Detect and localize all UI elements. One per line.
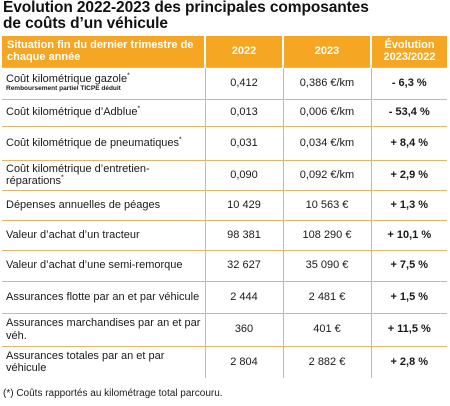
- evolution-value: + 2,9 %: [371, 160, 447, 190]
- value-2023: 2 481 €: [283, 281, 371, 313]
- value-2023: 0,386 €/km: [283, 67, 371, 99]
- row-label-cell: [2, 250, 205, 281]
- value-2022: 32 627: [205, 250, 283, 281]
- footnote-marker: *: [61, 174, 64, 182]
- value-2023: 0,006 €/km: [283, 99, 371, 126]
- value-2022: 98 381: [205, 220, 283, 250]
- row-label: Assurances totales par an et par véhicule: [6, 349, 165, 375]
- footnote-marker: *: [127, 72, 130, 80]
- row-label: Assurances flotte par an et par véhicule: [6, 290, 200, 303]
- row-label: Assurances marchandises par an et par véh.: [6, 317, 201, 342]
- value-2022: 0,090: [205, 160, 283, 190]
- evolution-value: + 11,5 %: [371, 313, 447, 346]
- table-row: [2, 126, 447, 160]
- title-line-1: Évolution 2022-2023 des principales composantes: [3, 0, 369, 16]
- row-label-cell: [2, 190, 205, 220]
- value-2022: 0,031: [205, 126, 283, 160]
- header-label: Situation fin du dernier trimestre de chaque année: [2, 36, 205, 67]
- table-row: [2, 160, 447, 190]
- evolution-value: + 2,8 %: [371, 346, 447, 378]
- evolution-value: - 6,3 %: [371, 67, 447, 99]
- value-2022: 0,013: [205, 99, 283, 126]
- row-label-cell: [2, 99, 205, 126]
- evolution-value: + 1,5 %: [371, 281, 447, 313]
- value-2022: 2 804: [205, 346, 283, 378]
- value-2022: 2 444: [205, 281, 283, 313]
- header-year-2022: 2022: [205, 36, 283, 67]
- table-row: [2, 313, 447, 346]
- header-evolution-line-2: 2023/2022: [383, 51, 436, 64]
- value-2023: 0,092 €/km: [283, 160, 371, 190]
- footnote: (*) Coûts rapportés au kilométrage total parcouru.: [3, 388, 223, 399]
- row-label-cell: [2, 160, 205, 190]
- row-label: Coût kilométrique de pneumatiques: [6, 136, 180, 149]
- value-2022: 10 429: [205, 190, 283, 220]
- row-subnote: Remboursement partiel TICPE déduit: [6, 85, 121, 93]
- value-2023: 2 882 €: [283, 346, 371, 378]
- value-2022: 0,412: [205, 67, 283, 99]
- evolution-value: + 7,5 %: [371, 250, 447, 281]
- cost-table: [2, 36, 447, 378]
- table-row: [2, 67, 447, 99]
- row-label-cell: [2, 346, 205, 378]
- value-2023: 35 090 €: [283, 250, 371, 281]
- table-row: [2, 220, 447, 250]
- header-evolution-line-1: Évolution: [384, 39, 435, 52]
- row-label: Coût kilométrique d’entretien-réparations: [6, 162, 150, 187]
- row-label: Valeur d’achat d’un tracteur: [6, 228, 140, 241]
- value-2022: 360: [205, 313, 283, 346]
- row-label: Valeur d’achat d’une semi-remorque: [6, 259, 183, 272]
- value-2023: 10 563 €: [283, 190, 371, 220]
- value-2023: 108 290 €: [283, 220, 371, 250]
- row-label-cell: [2, 220, 205, 250]
- row-label: Dépenses annuelles de péages: [6, 198, 161, 211]
- footnote-marker: *: [179, 136, 182, 144]
- evolution-value: + 10,1 %: [371, 220, 447, 250]
- row-label-cell: [2, 67, 205, 99]
- row-label-cell: [2, 313, 205, 346]
- evolution-value: + 1,3 %: [371, 190, 447, 220]
- row-label: Coût kilométrique d’Adblue: [6, 106, 138, 119]
- table-row: [2, 250, 447, 281]
- footnote-marker: *: [137, 105, 141, 113]
- row-label-cell: [2, 281, 205, 313]
- table-row: [2, 99, 447, 126]
- evolution-value: + 8,4 %: [371, 126, 447, 160]
- title-line-2: de coûts d’un véhicule: [3, 15, 168, 32]
- page-title: [3, 0, 447, 32]
- header-year-2023: 2023: [283, 36, 371, 67]
- table-row: [2, 190, 447, 220]
- row-label: Coût kilométrique gazole: [6, 72, 128, 85]
- row-label-cell: [2, 126, 205, 160]
- header-evolution: [371, 36, 447, 67]
- value-2023: 0,034 €/km: [283, 126, 371, 160]
- table-header-row: [2, 36, 447, 67]
- table-row: [2, 346, 447, 378]
- evolution-value: - 53,4 %: [371, 99, 447, 126]
- value-2023: 401 €: [283, 313, 371, 346]
- table-row: [2, 281, 447, 313]
